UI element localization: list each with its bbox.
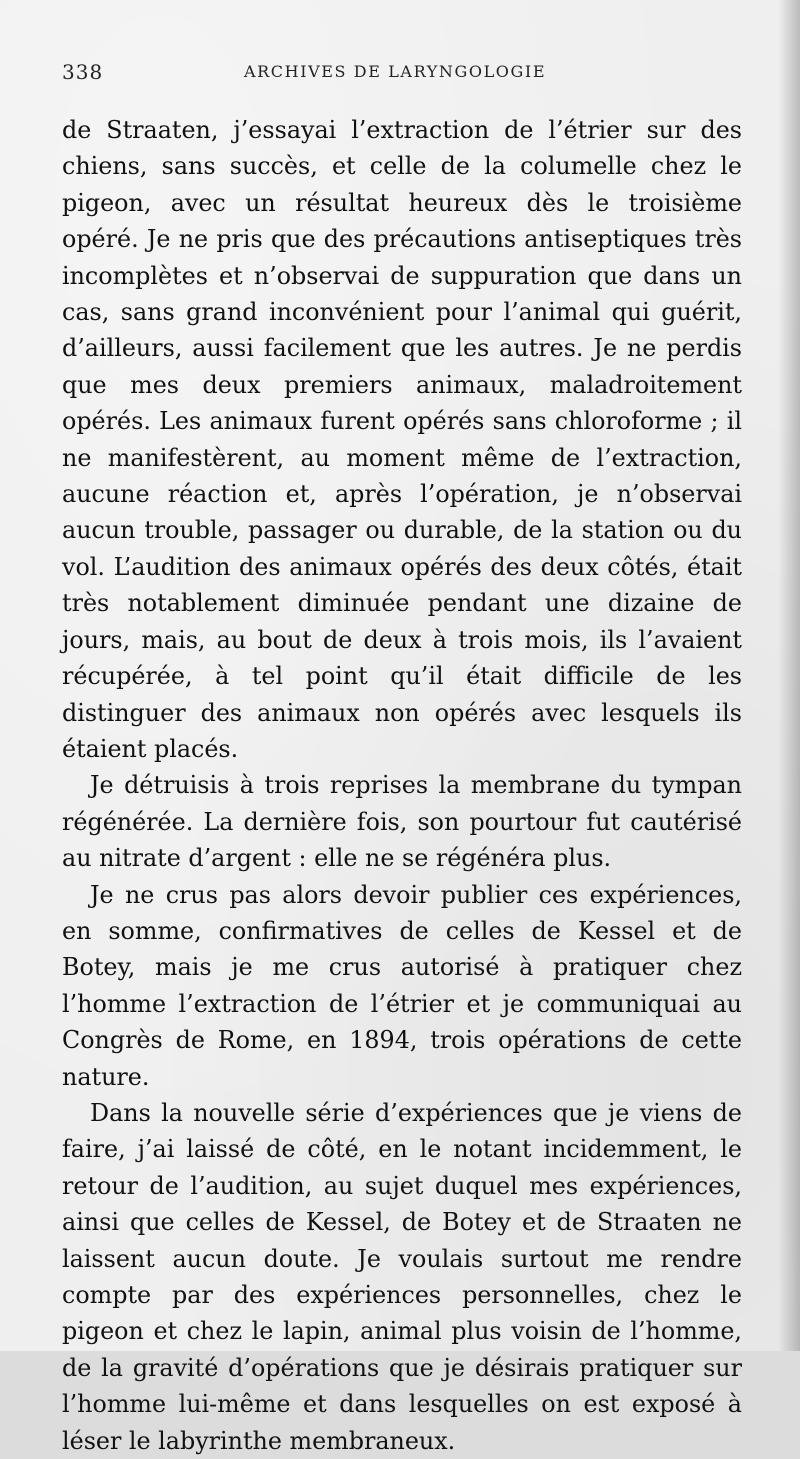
body-text: [62, 112, 742, 1459]
page-number: 338: [62, 60, 104, 84]
paragraph-rome-congress: Je ne crus pas alors devoir publier ces expériences, en somme, confirmatives de celles de Kessel et de Botey, mais je me crus autorisé à pratiquer chez l’homme l’extraction de l’étrier et je communiquai au Congrès de Rome, en 1894, trois opérations de cette nature.: [62, 880, 742, 1091]
page-edge-shadow: [778, 0, 800, 1351]
paragraph-tympan: Je détruisis à trois reprises la membrane du tympan régénérée. La dernière fois, son pourtour fut cautérisé au nitrate d’argent : elle ne se régénéra plus.: [62, 771, 742, 873]
page-header: [62, 60, 730, 94]
running-head: ARCHIVES DE LARYNGOLOGIE: [244, 62, 547, 81]
paragraph-new-experiments: Dans la nouvelle série d’expériences que je viens de faire, j’ai laissé de côté, en le notant incidemment, le retour de l’audition, au sujet duquel mes expériences, ainsi que celles de Kessel, de Botey et de Straaten ne laissent aucun doute. Je voulais surtout me rendre compte par des expériences personnelles, chez le pigeon et chez le lapin, animal plus voisin de l’homme, de la gravité d’opérations que je désirais pratiquer sur l’homme lui-même et dans lesquelles on est exposé à léser le labyrinthe membraneux.: [62, 1098, 742, 1455]
paragraph-continuation: de Straaten, j’essayai l’extraction de l’étrier sur des chiens, sans succès, et celle de la columelle chez le pigeon, avec un résultat heureux dès le troisième opéré. Je ne pris que des précautions antiseptiques très incomplètes et n’observai de suppuration que dans un cas, sans grand inconvénient pour l’animal qui guérit, d’ailleurs, aussi facilement que les autres. Je ne perdis que mes deux premiers animaux, maladroitement opérés. Les animaux furent opérés sans chloroforme ; il ne manifestèrent, au moment même de l’extraction, aucune réaction et, après l’opération, je n’observai aucun trouble, passager ou durable, de la station ou du vol. L’audition des animaux opérés des deux côtés, était très notablement diminuée pendant une dizaine de jours, mais, au bout de deux à trois mois, ils l’avaient récupérée, à tel point qu’il était difficile de les distinguer des animaux non opérés avec lesquels ils étaient placés.: [62, 116, 742, 763]
